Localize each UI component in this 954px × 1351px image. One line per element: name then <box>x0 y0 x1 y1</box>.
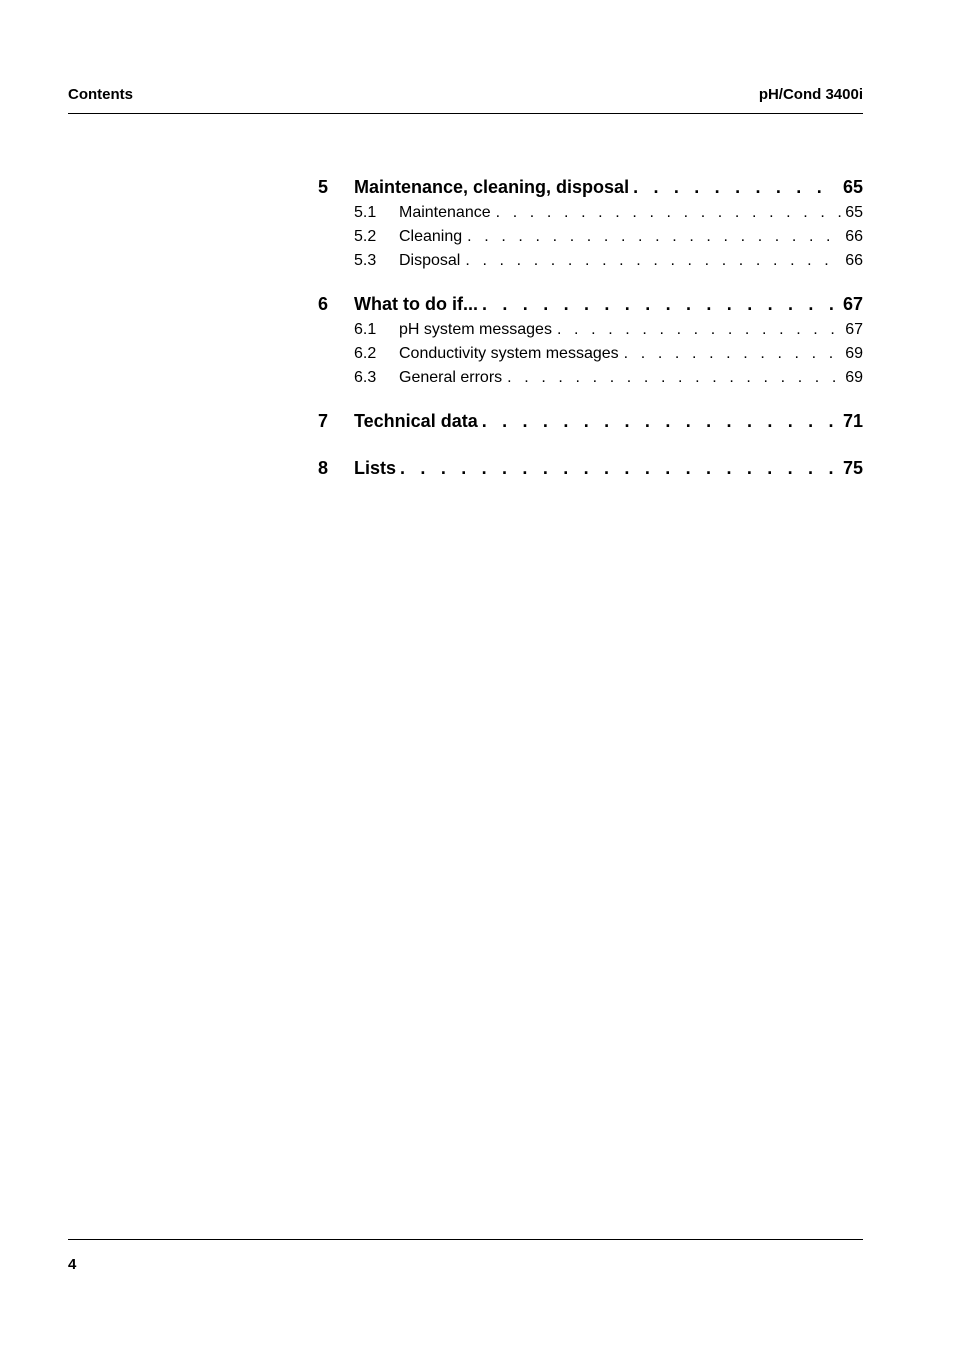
section-number: 6.1 <box>354 321 377 338</box>
dot-leader <box>462 225 841 249</box>
section-page: 65 <box>845 204 863 221</box>
dot-leader <box>396 454 835 482</box>
toc-section-6-2[interactable] <box>318 342 863 366</box>
header-divider <box>68 113 863 114</box>
section-number: 6.2 <box>354 345 377 362</box>
section-page: 67 <box>845 321 863 338</box>
section-page: 66 <box>845 228 863 245</box>
toc-section-6-3[interactable] <box>318 366 863 390</box>
page-number: 4 <box>68 1256 77 1273</box>
dot-leader <box>491 201 842 225</box>
section-number: 5.3 <box>354 252 377 269</box>
chapter-page: 75 <box>842 458 863 478</box>
toc-section-5-1[interactable] <box>318 201 863 225</box>
dot-leader <box>460 249 841 273</box>
section-title: General errors <box>399 369 503 386</box>
table-of-contents <box>318 173 863 482</box>
section-title: Conductivity system messages <box>399 345 619 362</box>
dot-leader <box>478 407 835 435</box>
chapter-title: Maintenance, cleaning, disposal <box>354 177 630 197</box>
section-number: 5.2 <box>354 228 377 245</box>
section-page: 69 <box>845 369 863 386</box>
dot-leader <box>502 366 841 390</box>
toc-chapter-8[interactable] <box>318 454 863 482</box>
header-section-title: Contents <box>68 86 133 103</box>
toc-section-6-1[interactable] <box>318 318 863 342</box>
dot-leader <box>552 318 841 342</box>
section-number: 5.1 <box>354 204 377 221</box>
chapter-number: 6 <box>318 294 329 314</box>
page-header <box>68 86 863 106</box>
footer-divider <box>68 1239 863 1240</box>
chapter-title: Lists <box>354 458 397 478</box>
chapter-page: 71 <box>842 411 863 431</box>
toc-section-5-3[interactable] <box>318 249 863 273</box>
chapter-number: 5 <box>318 177 329 197</box>
chapter-page: 65 <box>842 177 863 197</box>
chapter-title: What to do if... <box>354 294 478 314</box>
dot-leader <box>478 290 835 318</box>
dot-leader <box>629 173 835 201</box>
section-title: Maintenance <box>399 204 491 221</box>
spacer <box>318 273 863 290</box>
spacer <box>318 435 863 454</box>
toc-chapter-5[interactable] <box>318 173 863 201</box>
section-page: 69 <box>845 345 863 362</box>
toc-section-5-2[interactable] <box>318 225 863 249</box>
toc-chapter-7[interactable] <box>318 407 863 435</box>
dot-leader <box>619 342 842 366</box>
chapter-number: 8 <box>318 458 329 478</box>
toc-chapter-6[interactable] <box>318 290 863 318</box>
header-product-name: pH/Cond 3400i <box>758 86 863 103</box>
section-title: Disposal <box>399 252 461 269</box>
section-title: Cleaning <box>399 228 463 245</box>
chapter-number: 7 <box>318 411 329 431</box>
section-title: pH system messages <box>399 321 552 338</box>
spacer <box>318 390 863 407</box>
chapter-title: Technical data <box>354 411 478 431</box>
section-number: 6.3 <box>354 369 377 386</box>
section-page: 66 <box>845 252 863 269</box>
chapter-page: 67 <box>842 294 863 314</box>
